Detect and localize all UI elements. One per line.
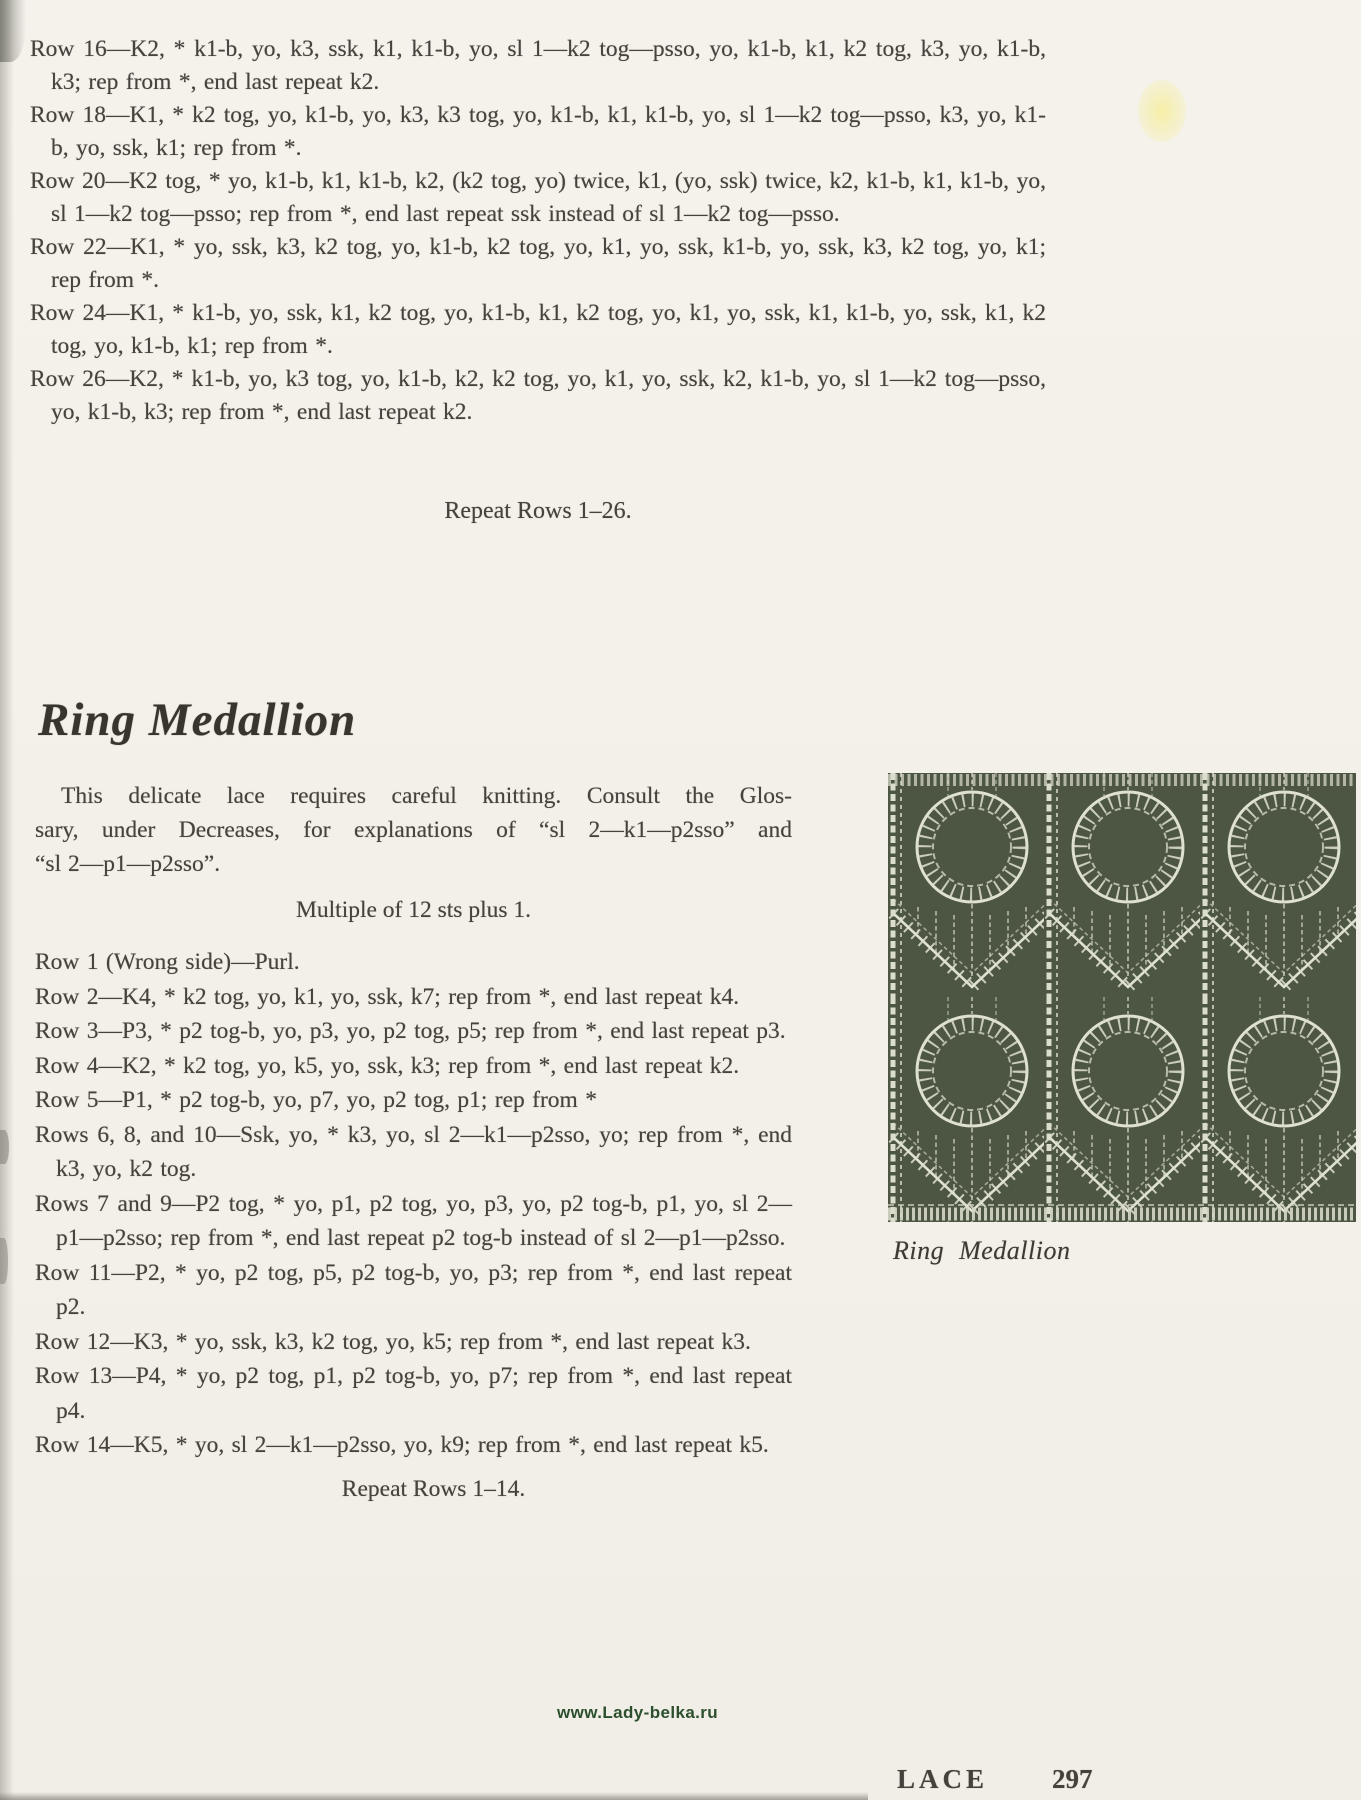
pattern-row: Row 1 (Wrong side)—Purl. [35,949,300,975]
footer-section-label: LACE [897,1764,989,1794]
pattern-row: Row 22—K1, * yo, ssk, k3, k2 tog, yo, k1-b, k2 tog, yo, k1, yo, ssk, k1-b, yo, ssk, k3, k2 tog, yo, k1; rep from *. [30,234,1046,293]
pattern-row: Row 11—P2, * yo, p2 tog, p5, p2 tog-b, yo, p3; rep from *, end last repeat p2. [35,1259,792,1320]
pattern-row: Row 16—K2, * k1-b, yo, k3, ssk, k1, k1-b, yo, sl 1—k2 tog—psso, yo, k1-b, k1, k2 tog, k3, yo, k1-b, k3; rep from *, end last repeat k2. [30,36,1046,95]
pattern-row: Row 4—K2, * k2 tog, yo, k5, yo, ssk, k3; rep from *, end last repeat k2. [35,1052,740,1079]
pattern-row: Row 13—P4, * yo, p2 tog, p1, p2 tog-b, yo, p7; rep from *, end last repeat p4. [35,1363,792,1424]
pattern-row: Row 5—P1, * p2 tog-b, yo, p7, yo, p2 tog, p1; rep from * [35,1087,597,1113]
figure-caption: Ring Medallion [893,1236,1071,1265]
stitch-multiple-note: Multiple of 12 sts plus 1. [295,897,531,923]
pattern-row: Rows 6, 8, and 10—Ssk, yo, * k3, yo, sl 2—k1—p2sso, yo; rep from *, end k3, yo, k2 tog. [35,1121,792,1182]
lace-sample-photo [888,773,1356,1222]
pattern-row: Row 3—P3, * p2 tog-b, yo, p3, yo, p2 tog, p5; rep from *, end last repeat p3. [35,1018,786,1044]
intro-line: “sl 2—p1—p2sso”. [35,851,221,877]
pattern-row: Row 18—K1, * k2 tog, yo, k1-b, yo, k3, k3 tog, yo, k1-b, k1, k1-b, yo, sl 1—k2 tog—psso, k3, yo, k1-b, yo, ssk, k1; rep from *. [30,102,1046,161]
footer-page-number: 297 [1052,1764,1093,1794]
section-text-column [35,779,792,1503]
pattern-rows [35,945,792,1463]
pattern-row: Row 26—K2, * k1-b, yo, k3 tog, yo, k1-b, k2, k2 tog, yo, k1, yo, ssk, k2, k1-b, yo, sl 1—k2 tog—psso, yo, k1-b, k3; rep from *, end last repeat k2. [30,366,1046,425]
intro-line: sary, under Decreases, for explanations of “sl 2—k1—p2sso” and [35,817,792,843]
scan-blemish [1138,80,1186,142]
pattern-row: Row 2—K4, * k2 tog, yo, k1, yo, ssk, k7; rep from *, end last repeat k4. [35,983,740,1010]
pattern-row: Row 24—K1, * k1-b, yo, ssk, k1, k2 tog, yo, k1-b, k1, k2 tog, yo, k1, yo, ssk, k1, k1-b, yo, ssk, k1, k2 tog, yo, k1-b, k1; rep from *. [30,300,1046,359]
scan-edge-left [0,0,14,1800]
section-intro [35,779,792,881]
scan-edge-bottom [0,1792,868,1800]
pattern-row: Row 12—K3, * yo, ssk, k3, k2 tog, yo, k5; rep from *, end last repeat k3. [35,1328,751,1355]
previous-pattern-rows [30,33,1046,429]
pattern-row: Row 14—K5, * yo, sl 2—k1—p2sso, yo, k9; rep from *, end last repeat k5. [35,1432,769,1458]
scan-smudge [0,1238,8,1284]
lace-pattern-graphic [888,773,1356,1222]
intro-line: This delicate lace requires careful knitting. Consult the Glos- [61,783,792,809]
section-title: Ring Medallion [38,694,357,746]
pattern-row: Row 20—K2 tog, * yo, k1-b, k1, k1-b, k2, (k2 tog, yo) twice, k1, (yo, ssk) twice, k2, k1-b, k1, k1-b, yo, sl 1—k2 tog—psso; rep from *, end last repeat ssk instead of sl 1—k2 tog—psso. [30,168,1046,227]
scan-smudge-top-left [0,0,26,62]
repeat-rows-1-26-note: Repeat Rows 1–26. [444,498,632,524]
watermark-text: www.Lady-belka.ru [557,1703,719,1722]
repeat-rows-1-14-note: Repeat Rows 1–14. [341,1475,526,1502]
page-footer [897,1764,1093,1795]
pattern-row: Rows 7 and 9—P2 tog, * yo, p1, p2 tog, yo, p3, yo, p2 tog-b, p1, yo, sl 2—p1—p2sso; rep from *, end last repeat p2 tog-b instead of sl 2—p1—p2sso. [35,1190,792,1251]
scan-smudge [0,1130,9,1164]
